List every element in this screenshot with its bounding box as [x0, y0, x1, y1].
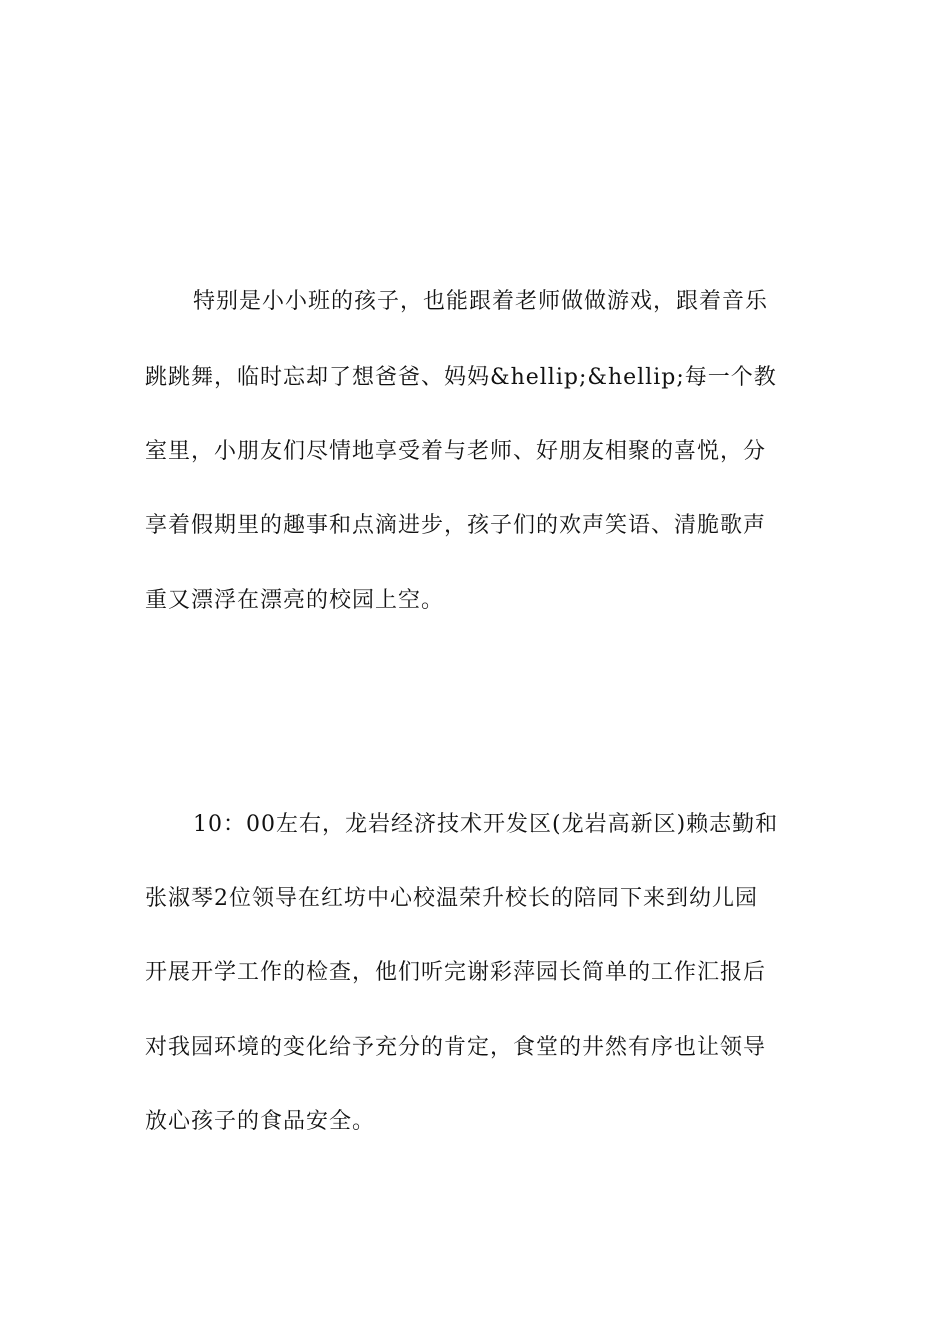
paragraph-line: 开展开学工作的检查，他们听完谢彩萍园长简单的工作汇报后 — [145, 960, 767, 985]
paragraph-line: 特别是小小班的孩子，也能跟着老师做做游戏，跟着音乐 — [193, 289, 769, 314]
paragraph-line: 10：00左右，龙岩经济技术开发区(龙岩高新区)赖志勤和 — [193, 812, 779, 837]
paragraph-line: 享着假期里的趣事和点滴进步，孩子们的欢声笑语、清脆歌声 — [145, 513, 767, 538]
paragraph-line: 跳跳舞，临时忘却了想爸爸、妈妈&hellip;&hellip;每一个教 — [145, 365, 777, 390]
paragraph-line: 室里，小朋友们尽情地享受着与老师、好朋友相聚的喜悦，分 — [145, 439, 767, 464]
paragraph-line: 对我园环境的变化给予充分的肯定，食堂的井然有序也让领导 — [145, 1035, 767, 1060]
paragraph-line: 放心孩子的食品安全。 — [145, 1109, 376, 1134]
paragraph-line: 张淑琴2位领导在红坊中心校温荣升校长的陪同下来到幼儿园 — [145, 886, 758, 911]
paragraph-line: 重又漂浮在漂亮的校园上空。 — [145, 588, 445, 613]
